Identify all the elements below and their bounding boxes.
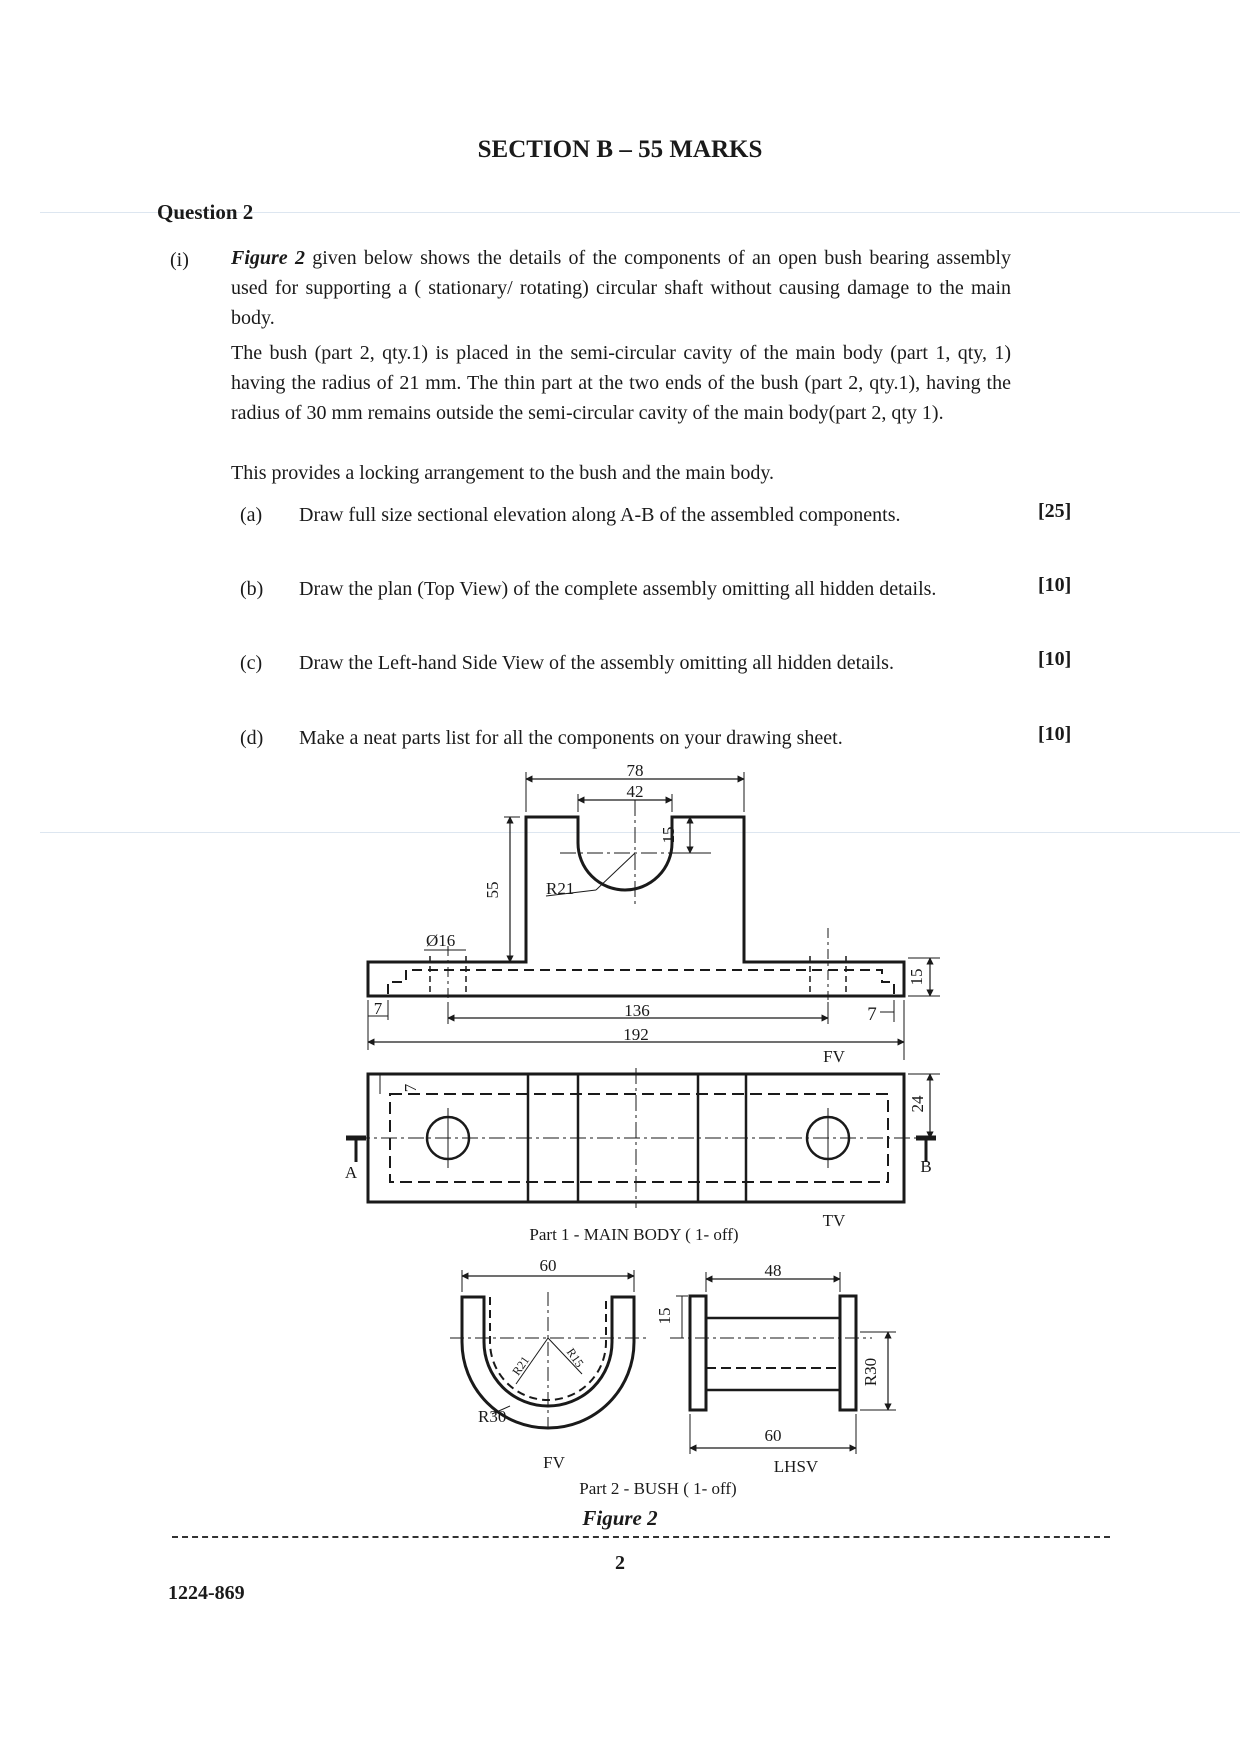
question-heading: Question 2 [157,200,254,224]
dimension-136: 136 [624,1001,650,1020]
front-view-label: FV [823,1047,845,1066]
main-body-front-view [368,772,940,1060]
radius-r30-side: R30 [861,1357,880,1387]
section-label-a: A [344,1163,358,1182]
subquestion-label: (b) [240,578,264,600]
subquestion-text: Make a neat parts list for all the components on your drawing sheet. [299,727,843,749]
dimension-7-top: 7 [401,1083,420,1093]
paper-code: 1224-869 [168,1582,245,1604]
main-body-top-view-text [345,1083,932,1244]
subquestion-text: Draw the Left-hand Side View of the assembly omitting all hidden details. [299,652,894,674]
dimension-192: 192 [623,1025,649,1044]
dimension-60-side: 60 [764,1426,782,1445]
subquestion-label: (c) [240,652,263,674]
subquestion-label: (d) [240,727,264,749]
dimension-15-bush: 15 [655,1307,674,1325]
figure-caption: Figure 2 [582,1506,658,1530]
locking-note: This provides a locking arrangement to the bush and the main body. [231,462,775,484]
divider-rule [172,1536,1110,1538]
top-view-label: TV [822,1211,846,1230]
section-title: SECTION B – 55 MARKS [477,136,763,163]
figure-reference: Figure 2 [231,247,305,269]
dimension-15-base: 15 [907,968,926,986]
subquestion-marks: [10] [1038,723,1072,745]
dimension-60-front: 60 [539,1256,557,1275]
page-number: 2 [615,1552,625,1574]
dimension-78: 78 [626,761,644,780]
dimension-48: 48 [764,1261,782,1280]
radius-r21: R21 [546,879,575,898]
dimension-55: 55 [483,881,502,899]
subquestion-marks: [10] [1038,648,1072,670]
bush-front-view-label: FV [543,1453,565,1472]
radius-r30-bush: R30 [478,1407,507,1426]
subquestion-marks: [25] [1038,500,1072,522]
diameter-16: Ø16 [426,931,456,950]
section-label-b: B [920,1157,932,1176]
part-label: (i) [170,249,189,271]
subquestion-marks: [10] [1038,574,1072,596]
radius-r21-bush: R21 [509,1353,533,1378]
dimension-15-cavity: 15 [659,826,678,844]
main-body-front-view-text [374,761,926,1066]
intro-text: given below shows the details of the components of an open bush bearing assembly used for supporting a ( stationary/ rotating) circular shaft without causing damage to the main body. [231,247,1011,329]
subquestion-label: (a) [240,504,263,526]
dimension-7-left: 7 [373,999,383,1018]
subquestion-text: Draw the plan (Top View) of the complete assembly omitting all hidden details. [299,578,937,600]
subquestion-text: Draw full size sectional elevation along A-B of the assembled components. [299,504,901,526]
dimension-7-right: 7 [867,1004,877,1025]
dimension-24: 24 [908,1095,927,1113]
dimension-42: 42 [626,782,644,801]
part1-caption: Part 1 - MAIN BODY ( 1- off) [529,1225,739,1244]
part2-caption: Part 2 - BUSH ( 1- off) [579,1479,737,1498]
bush-description: The bush (part 2, qty.1) is placed in the semi-circular cavity of the main body (part 1, qty, 1) having the radius of 21 mm. The thin part at the two ends of the bush (part 2, qty.1), having the radius of 30 mm remains outside the semi-circular cavity of the main body(part 2, qty 1). [231,342,1011,424]
lhsv-label: LHSV [773,1457,819,1476]
bush-front-view [450,1270,646,1428]
radius-r15-bush: R15 [563,1345,587,1370]
main-body-top-view [346,1068,940,1208]
